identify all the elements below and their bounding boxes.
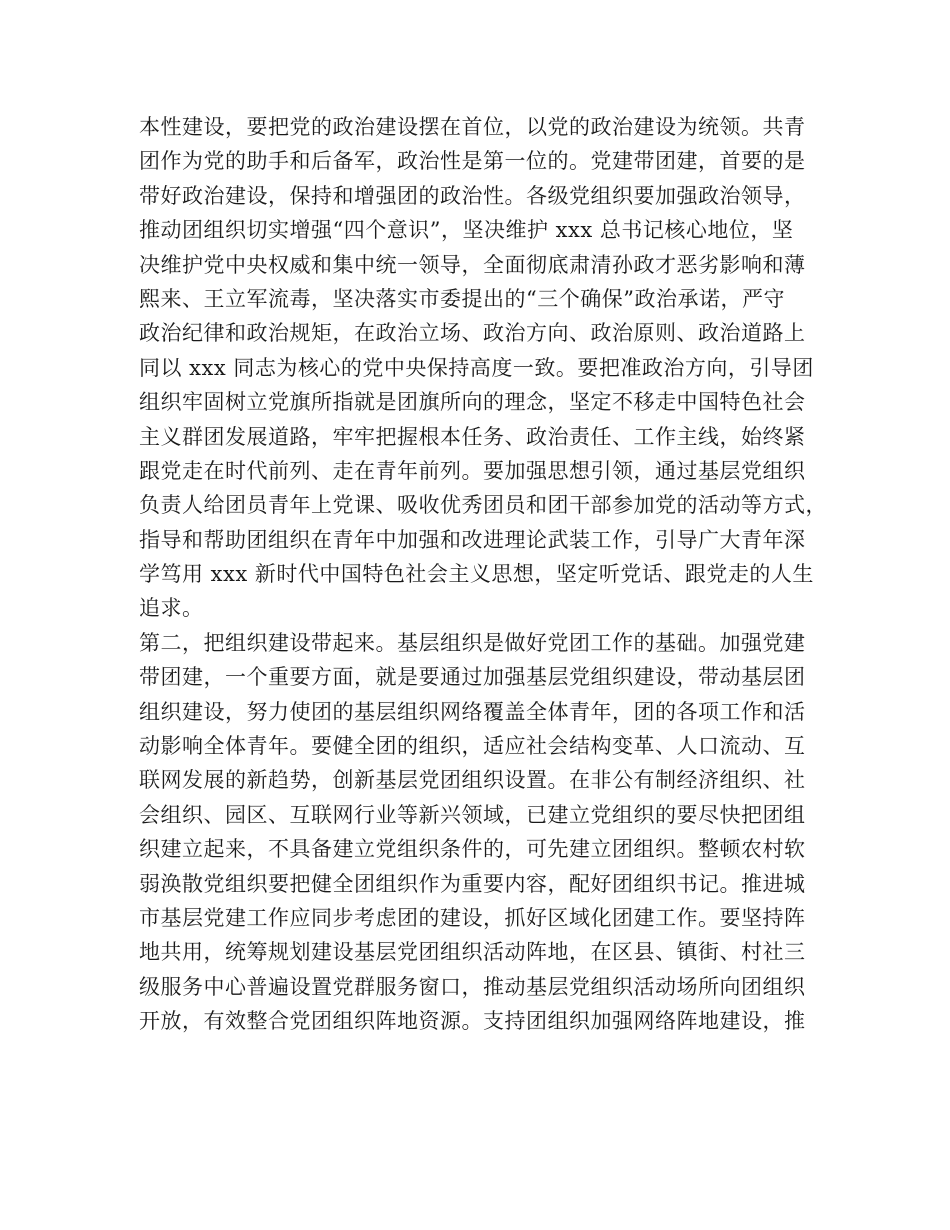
text-line: 组织建设，努力使团的基层组织网络覆盖全体青年，团的各项工作和活: [139, 699, 806, 724]
text-line: 负责人给团员青年上党课、吸收优秀团员和团干部参加党的活动等方式，: [139, 493, 827, 518]
body-text: [139, 110, 839, 1039]
text-line: 推动团组织切实增强“四个意识”，坚决维护 xxx 总书记核心地位，坚: [139, 218, 794, 243]
text-line: 织建立起来，不具备建立党组织条件的，可先建立团组织。整顿农村软: [139, 837, 806, 862]
text-line: 联网发展的新趋势，创新基层党团组织设置。在非公有制经济组织、社: [139, 768, 806, 793]
text-line: 指导和帮助团组织在青年中加强和改进理论武装工作，引导广大青年深: [139, 527, 806, 552]
text-line: 地共用，统筹规划建设基层党团组织活动阵地，在区县、镇街、村社三: [139, 940, 806, 965]
text-line: 本性建设，要把党的政治建设摆在首位，以党的政治建设为统领。共青: [139, 115, 806, 139]
text-line: 第二，把组织建设带起来。基层组织是做好党团工作的基础。加强党建: [139, 630, 806, 655]
text-line: 熙来、王立军流毒，坚决落实市委提出的“三个确保”政治承诺，严守: [139, 286, 785, 311]
text-line: 市基层党建工作应同步考虑团的建设，抓好区域化团建工作。要坚持阵: [139, 905, 806, 930]
text-line: 政治纪律和政治规矩，在政治立场、政治方向、政治原则、政治道路上: [139, 321, 806, 346]
text-line: 带好政治建设，保持和增强团的政治性。各级党组织要加强政治领导，: [139, 183, 806, 208]
text-line: 开放，有效整合党团组织阵地资源。支持团组织加强网络阵地建设，推: [139, 1009, 806, 1034]
text-line: 带团建，一个重要方面，就是要通过加强基层党组织建设，带动基层团: [139, 665, 806, 690]
text-line: 弱涣散党组织要把健全团组织作为重要内容，配好团组织书记。推进城: [139, 871, 806, 896]
text-line: 会组织、园区、互联网行业等新兴领域，已建立党组织的要尽快把团组: [139, 802, 806, 827]
text-line: 主义群团发展道路，牢牢把握根本任务、政治责任、工作主线，始终紧: [139, 424, 806, 449]
text-line: 组织牢固树立党旗所指就是团旗所向的理念，坚定不移走中国特色社会: [139, 390, 806, 415]
text-line: 学笃用 xxx 新时代中国特色社会主义思想，坚定听党话、跟党走的人生: [139, 562, 814, 587]
text-line: 追求。: [139, 596, 204, 621]
text-line: 团作为党的助手和后备军，政治性是第一位的。党建带团建，首要的是: [139, 149, 806, 174]
text-line: 跟党走在时代前列、走在青年前列。要加强思想引领，通过基层党组织: [139, 458, 806, 483]
text-line: 级服务中心普遍设置党群服务窗口，推动基层党组织活动场所向团组织: [139, 974, 806, 999]
text-line: 动影响全体青年。要健全团的组织，适应社会结构变革、人口流动、互: [139, 734, 806, 759]
text-line: 决维护党中央权威和集中统一领导，全面彻底肃清孙政才恶劣影响和薄: [139, 252, 806, 277]
text-line: 同以 xxx 同志为核心的党中央保持高度一致。要把准政治方向，引导团: [139, 355, 814, 380]
